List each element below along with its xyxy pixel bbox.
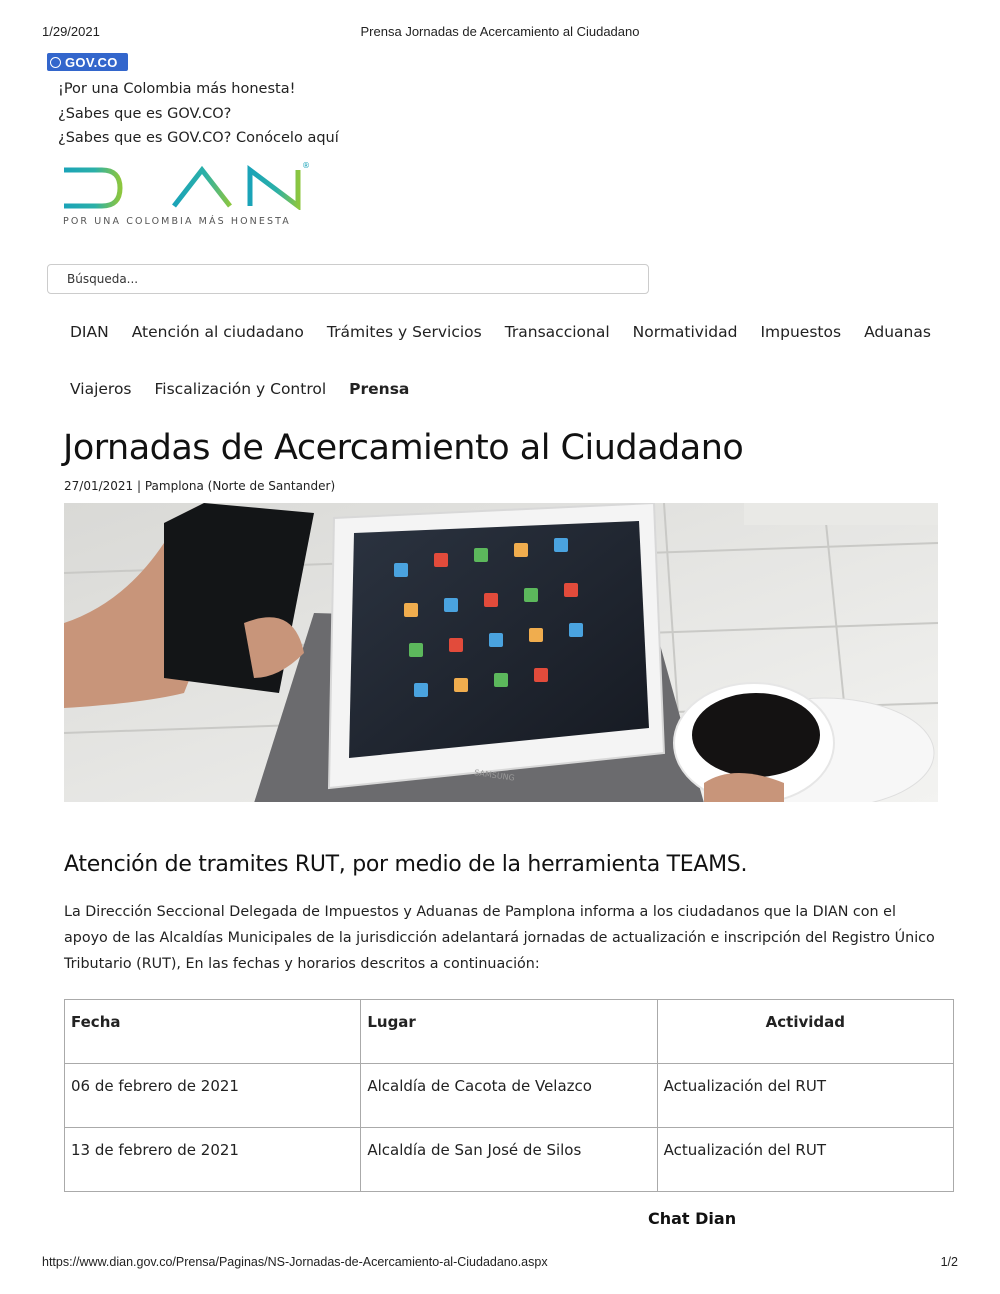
- dian-wordmark-icon: [62, 160, 314, 210]
- tablet-coffee-photo: [64, 503, 938, 802]
- header-lugar: Lugar: [361, 1000, 657, 1064]
- header-fecha: Fecha: [65, 1000, 361, 1064]
- dian-logo[interactable]: [62, 160, 314, 230]
- nav-item-tramites[interactable]: Trámites y Servicios: [326, 323, 482, 341]
- govco-label: GOV.CO: [65, 54, 118, 70]
- main-nav-row-2: [70, 380, 409, 398]
- article-meta: 27/01/2021 | Pamplona (Norte de Santander): [64, 479, 336, 493]
- print-title: Prensa Jornadas de Acercamiento al Ciudadano: [360, 24, 640, 39]
- page-title: Jornadas de Acercamiento al Ciudadano: [63, 428, 744, 468]
- chat-dian-link[interactable]: Chat Dian: [648, 1209, 737, 1228]
- table-row: [65, 1064, 954, 1128]
- dian-tagline: POR UNA COLOMBIA MÁS HONESTA: [63, 216, 291, 227]
- govco-badge[interactable]: [47, 53, 128, 71]
- govco-link[interactable]: ¿Sabes que es GOV.CO? Conócelo aquí: [58, 130, 339, 146]
- nav-item-normatividad[interactable]: Normatividad: [632, 323, 738, 341]
- print-footer: [42, 1255, 958, 1269]
- table-row: [65, 1128, 954, 1192]
- search-input[interactable]: [47, 264, 649, 294]
- nav-item-prensa[interactable]: Prensa: [349, 380, 410, 398]
- print-date: 1/29/2021: [42, 24, 100, 39]
- print-page-number: 1/2: [940, 1255, 958, 1269]
- nav-item-aduanas[interactable]: Aduanas: [864, 323, 931, 341]
- cell-actividad: Actualización del RUT: [657, 1128, 953, 1192]
- article-subtitle: Atención de tramites RUT, por medio de la herramienta TEAMS.: [64, 852, 748, 877]
- govco-slogan: ¡Por una Colombia más honesta!: [58, 81, 296, 97]
- cell-lugar: Alcaldía de Cacota de Velazco: [361, 1064, 657, 1128]
- cell-fecha: 06 de febrero de 2021: [65, 1064, 361, 1128]
- cell-actividad: Actualización del RUT: [657, 1064, 953, 1128]
- registered-mark: ®: [302, 161, 310, 170]
- govco-question: ¿Sabes que es GOV.CO?: [58, 105, 232, 122]
- nav-item-atencion[interactable]: Atención al ciudadano: [131, 323, 304, 341]
- table-header-row: [65, 1000, 954, 1064]
- nav-item-fiscalizacion[interactable]: Fiscalización y Control: [154, 380, 327, 398]
- article-paragraph: La Dirección Seccional Delegada de Impuestos y Aduanas de Pamplona informa a los ciudadanos que la DIAN con el apoyo de las Alcaldías Municipales de la jurisdicción adelantará jornadas de actualización e inscripción del Registro Único Tributario (RUT), En las fechas y horarios descritos a continuación:: [64, 904, 935, 972]
- events-table: [64, 999, 954, 1192]
- nav-item-dian[interactable]: DIAN: [70, 323, 109, 341]
- govco-messages: [58, 77, 339, 151]
- main-nav-row-1: [70, 323, 931, 341]
- print-url: https://www.dian.gov.co/Prensa/Paginas/NS-Jornadas-de-Acercamiento-al-Ciudadano.aspx: [42, 1255, 548, 1269]
- hero-brand-label: SAMSUNG: [473, 768, 516, 783]
- nav-item-impuestos[interactable]: Impuestos: [760, 323, 842, 341]
- cell-fecha: 13 de febrero de 2021: [65, 1128, 361, 1192]
- cell-lugar: Alcaldía de San José de Silos: [361, 1128, 657, 1192]
- nav-item-viajeros[interactable]: Viajeros: [70, 380, 132, 398]
- header-actividad: Actividad: [657, 1000, 953, 1064]
- hero-image: [64, 503, 938, 802]
- colombia-seal-icon: [50, 57, 61, 68]
- nav-item-transaccional[interactable]: Transaccional: [504, 323, 610, 341]
